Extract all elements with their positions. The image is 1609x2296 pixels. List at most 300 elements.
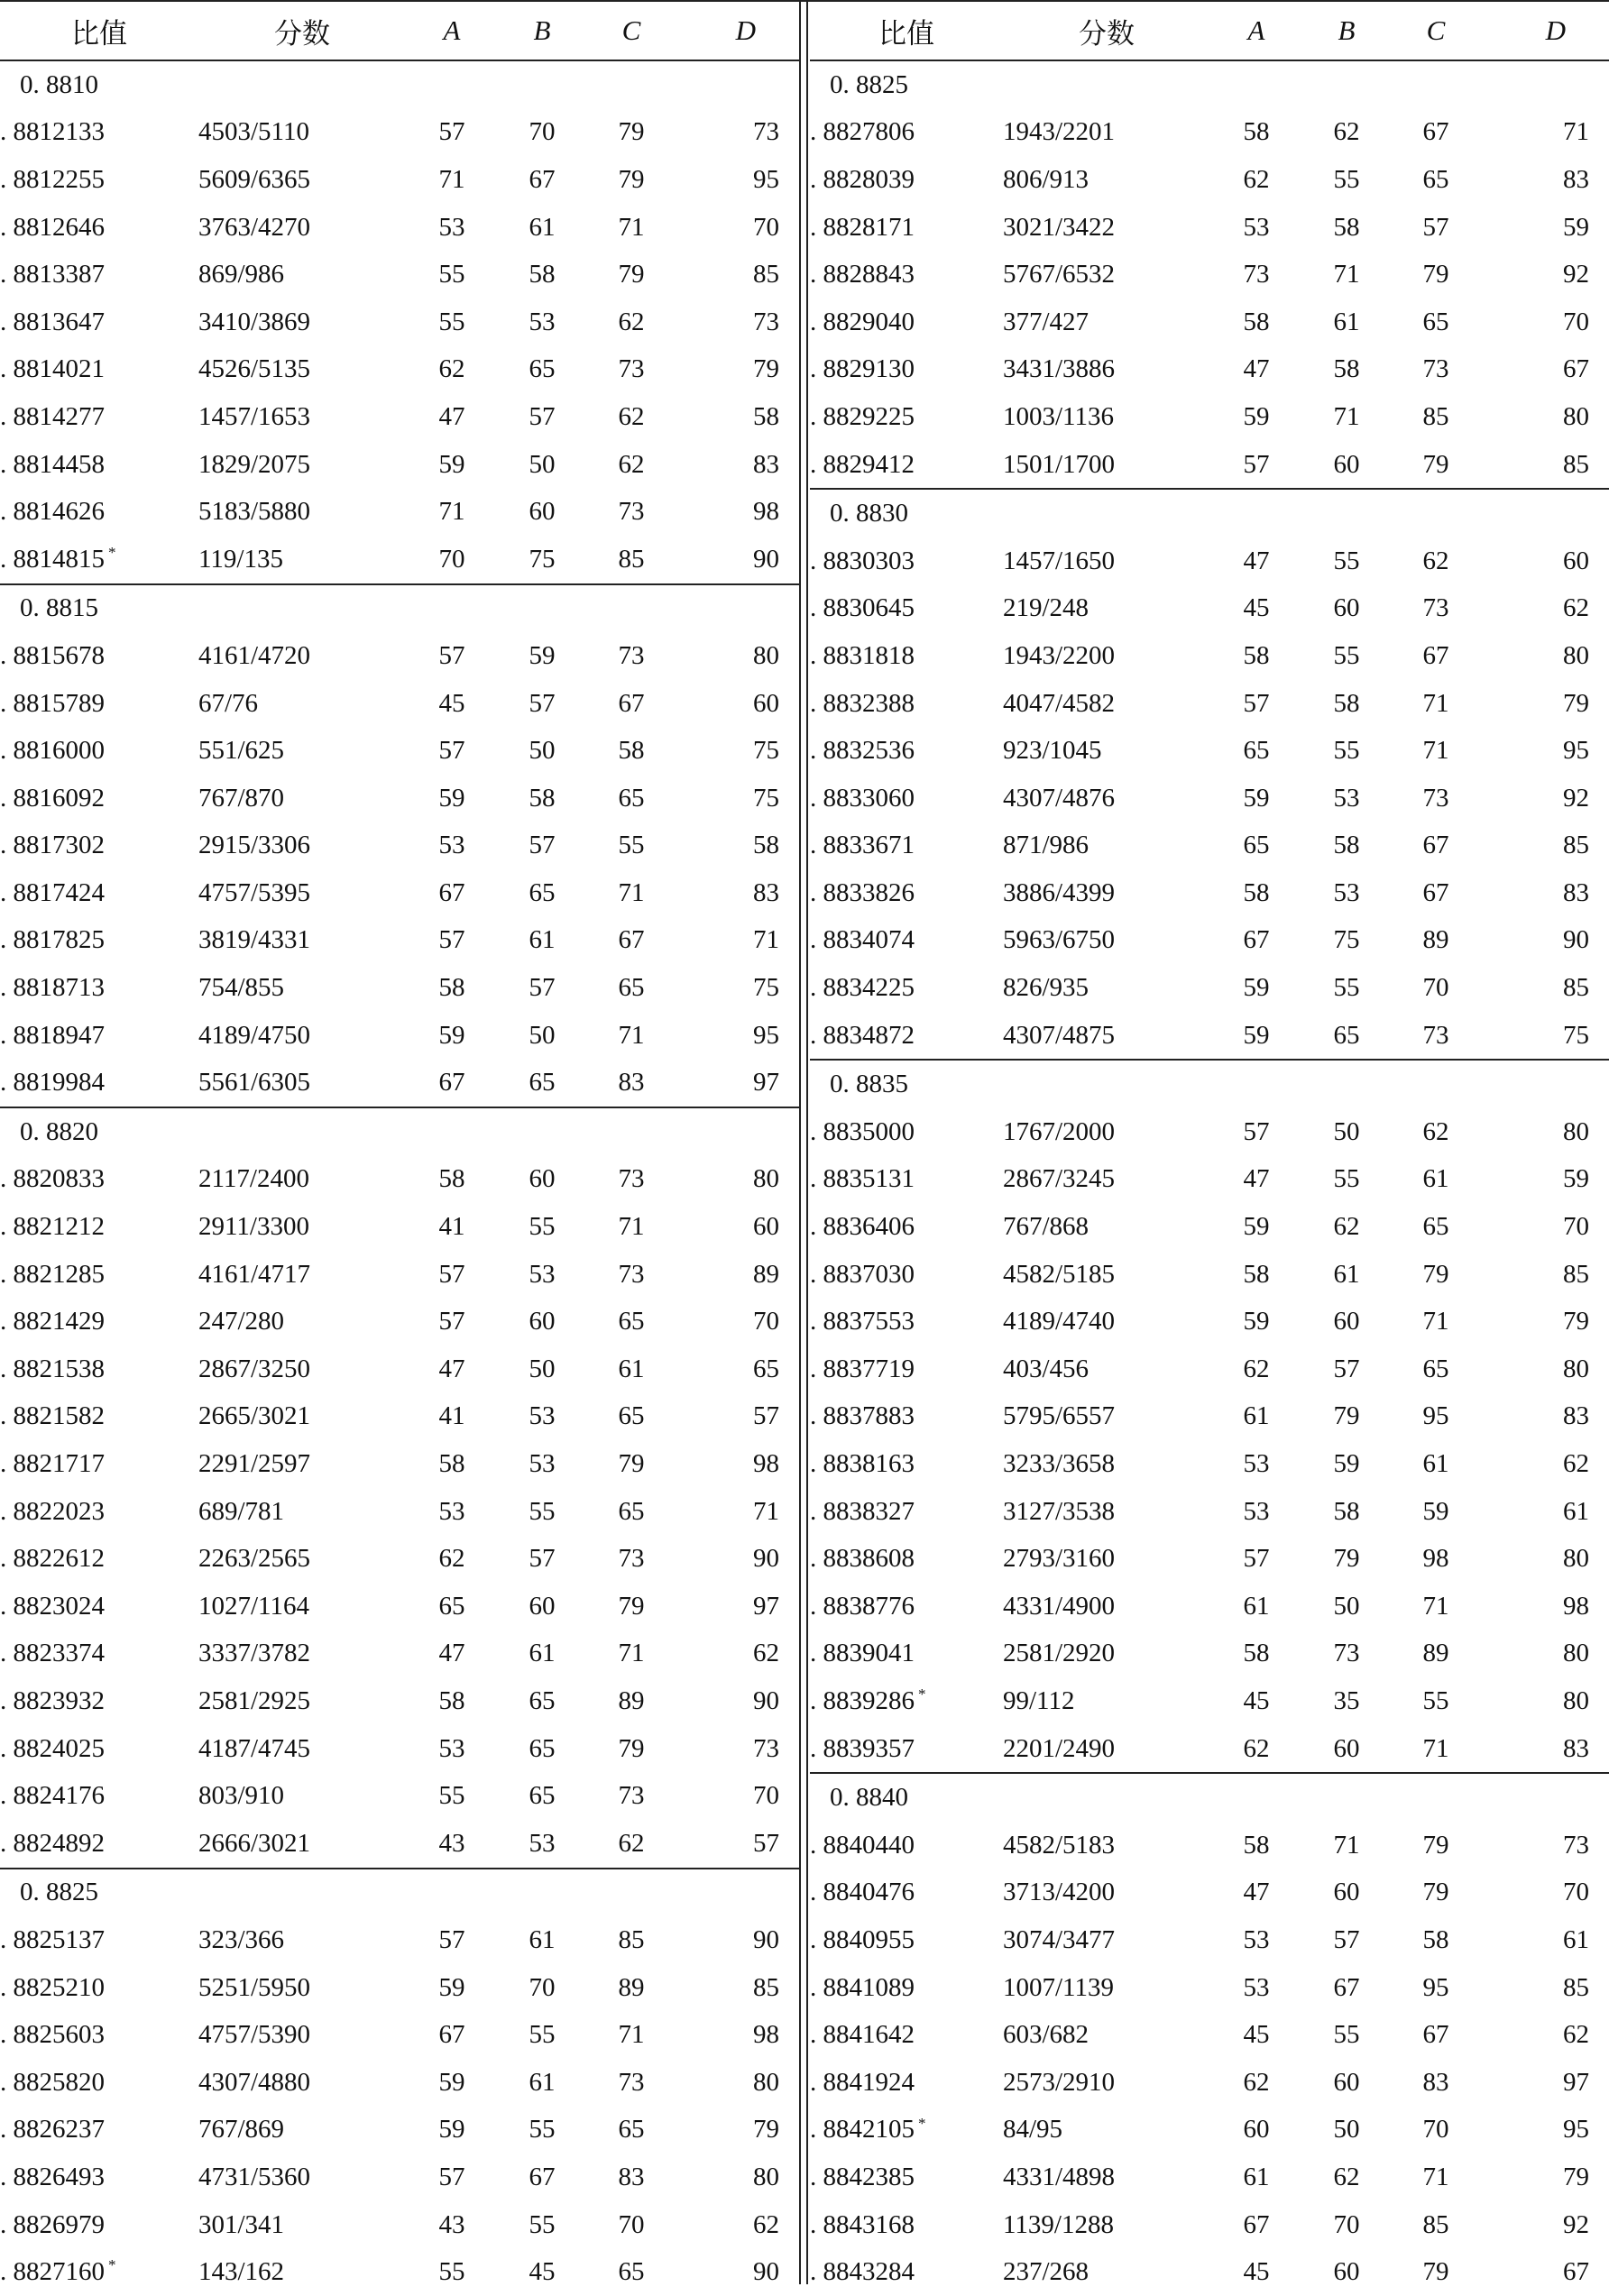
value-c-cell: 83 [618, 2162, 645, 2191]
ratio-value: . 8820833 [0, 1164, 105, 1194]
value-b-cell: 60 [1333, 449, 1360, 479]
value-a-cell: 45 [1243, 1685, 1270, 1715]
group-label: 0. 8825 [0, 1869, 799, 1917]
value-a-cell: 57 [438, 1259, 465, 1289]
ratio-value: . 8838608 [810, 1544, 915, 1574]
value-a-cell: 57 [1243, 449, 1270, 479]
value-b-cell: 65 [1333, 1020, 1360, 1050]
value-c-cell: 73 [618, 2067, 645, 2097]
ratio-cell [810, 1677, 1003, 1725]
value-b-cell: 58 [529, 783, 556, 813]
ratio-cell [810, 869, 1003, 917]
value-d-cell: 62 [753, 2209, 779, 2239]
ratio-cell [0, 917, 198, 965]
value-b-cell: 61 [529, 1639, 556, 1668]
value-c-cell: 62 [618, 1828, 645, 1858]
table-row [810, 393, 1609, 441]
header-fraction: 分数 [1003, 2, 1210, 60]
value-a-cell: 53 [1243, 1449, 1270, 1479]
table-row [810, 1916, 1609, 1964]
value-a-cell: 59 [1243, 1020, 1270, 1050]
table-header-row [0, 2, 799, 60]
value-c-cell: 79 [618, 260, 645, 289]
ratio-value: . 8842385 [810, 2162, 915, 2191]
ratio-value: . 8841089 [810, 1972, 915, 2002]
ratio-cell [0, 1156, 198, 1204]
value-c-cell: 62 [618, 307, 645, 336]
fraction-cell: 4331/4898 [1003, 2162, 1116, 2191]
ratio-cell [810, 2059, 1003, 2107]
value-d-cell: 85 [1563, 973, 1589, 1003]
value-b-cell: 53 [529, 1828, 556, 1858]
group-header-row [0, 1869, 799, 1917]
group-header-row [810, 489, 1609, 537]
fraction-cell: 2915/3306 [198, 831, 311, 860]
value-b-cell: 53 [529, 1449, 556, 1479]
value-a-cell: 57 [438, 736, 465, 766]
ratio-cell [810, 1251, 1003, 1299]
value-b-cell: 59 [529, 640, 556, 670]
table-row [0, 109, 799, 157]
value-b-cell: 50 [1333, 1116, 1360, 1146]
ratio-cell [810, 1916, 1003, 1964]
table-row [0, 536, 799, 584]
fraction-cell: 923/1045 [1003, 736, 1102, 766]
value-a-cell: 45 [1243, 2020, 1270, 2050]
header-fraction: 分数 [198, 2, 406, 60]
value-c-cell: 73 [1422, 1020, 1449, 1050]
group-header-row [810, 60, 1609, 109]
ratio-cell [810, 1203, 1003, 1251]
ratio-value: . 8837719 [810, 1354, 915, 1383]
value-a-cell: 57 [1243, 1544, 1270, 1574]
ratio-cell [810, 251, 1003, 298]
table-row [810, 1012, 1609, 1061]
ratio-value: . 8812646 [0, 212, 105, 242]
value-a-cell: 59 [1243, 1307, 1270, 1336]
value-d-cell: 73 [753, 1733, 779, 1763]
ratio-value: . 8818947 [0, 1020, 105, 1050]
value-d-cell: 62 [1563, 593, 1589, 623]
table-row [0, 775, 799, 822]
fraction-cell: 4187/4745 [198, 1733, 311, 1763]
value-a-cell: 47 [438, 401, 465, 431]
table-row [810, 1535, 1609, 1583]
value-c-cell: 62 [618, 449, 645, 479]
ratio-cell [810, 632, 1003, 680]
value-a-cell: 61 [1243, 1591, 1270, 1621]
table-row [0, 1964, 799, 2012]
table-row [810, 1822, 1609, 1869]
value-a-cell: 61 [1243, 1401, 1270, 1431]
value-a-cell: 62 [438, 1544, 465, 1574]
fraction-cell: 603/682 [1003, 2020, 1090, 2050]
value-d-cell: 85 [1563, 1972, 1589, 2002]
value-b-cell: 57 [529, 1544, 556, 1574]
table-row [0, 1916, 799, 1964]
value-d-cell: 98 [753, 1449, 779, 1479]
value-d-cell: 61 [1563, 1496, 1589, 1526]
table-row [0, 1298, 799, 1345]
value-d-cell: 71 [1563, 117, 1589, 147]
fraction-cell: 99/112 [1003, 1685, 1075, 1715]
value-d-cell: 73 [1563, 1830, 1589, 1860]
header-c: C [586, 2, 676, 60]
value-c-cell: 79 [618, 1591, 645, 1621]
fraction-cell: 1457/1650 [1003, 546, 1116, 575]
fraction-cell: 2573/2910 [1003, 2067, 1116, 2097]
value-b-cell: 60 [529, 497, 556, 527]
ratio-cell [810, 680, 1003, 728]
value-c-cell: 61 [1422, 1449, 1449, 1479]
table-row [0, 2248, 799, 2296]
value-d-cell: 98 [753, 2020, 779, 2050]
value-b-cell: 55 [1333, 973, 1360, 1003]
value-a-cell: 57 [438, 2162, 465, 2191]
table-row [810, 964, 1609, 1012]
value-b-cell: 35 [1333, 1685, 1360, 1715]
value-b-cell: 65 [529, 1733, 556, 1763]
value-c-cell: 79 [1422, 449, 1449, 479]
fraction-cell: 1027/1164 [198, 1591, 309, 1621]
left-table-body [0, 60, 799, 2296]
value-b-cell: 55 [1333, 640, 1360, 670]
value-b-cell: 57 [529, 688, 556, 718]
header-ratio: 比值 [0, 2, 198, 60]
value-a-cell: 59 [438, 1972, 465, 2002]
header-a: A [1210, 2, 1302, 60]
ratio-value: . 8831818 [810, 640, 915, 670]
table-row [0, 917, 799, 965]
value-a-cell: 67 [438, 877, 465, 907]
table-row [810, 1251, 1609, 1299]
ratio-value: . 8822023 [0, 1496, 105, 1526]
value-d-cell: 73 [753, 307, 779, 336]
ratio-cell [0, 393, 198, 441]
fraction-cell: 219/248 [1003, 593, 1090, 623]
value-c-cell: 95 [1422, 1972, 1449, 2002]
value-c-cell: 67 [1422, 2020, 1449, 2050]
value-d-cell: 80 [753, 2162, 779, 2191]
value-c-cell: 73 [1422, 354, 1449, 384]
value-a-cell: 57 [438, 1924, 465, 1954]
value-b-cell: 71 [1333, 1830, 1360, 1860]
ratio-cell [0, 1488, 198, 1536]
value-c-cell: 57 [1422, 212, 1449, 242]
ratio-value: . 8818713 [0, 973, 105, 1003]
value-c-cell: 65 [618, 1496, 645, 1526]
fraction-cell: 323/366 [198, 1924, 285, 1954]
ratio-value: . 8821582 [0, 1401, 105, 1431]
ratio-cell [810, 1535, 1003, 1583]
value-a-cell: 47 [1243, 1878, 1270, 1907]
value-d-cell: 83 [753, 877, 779, 907]
ratio-value: . 8814021 [0, 354, 105, 384]
value-c-cell: 73 [618, 1259, 645, 1289]
value-b-cell: 60 [529, 1307, 556, 1336]
fraction-cell: 689/781 [198, 1496, 285, 1526]
value-c-cell: 79 [618, 1449, 645, 1479]
fraction-cell: 2911/3300 [198, 1212, 309, 1242]
value-a-cell: 55 [438, 307, 465, 336]
value-b-cell: 57 [529, 973, 556, 1003]
value-c-cell: 89 [618, 1972, 645, 2002]
value-d-cell: 57 [753, 1401, 779, 1431]
value-b-cell: 58 [1333, 688, 1360, 718]
value-a-cell: 67 [438, 1068, 465, 1097]
table-row [810, 1677, 1609, 1725]
fraction-cell: 5767/6532 [1003, 260, 1116, 289]
value-d-cell: 60 [753, 1212, 779, 1242]
table-row [810, 1298, 1609, 1345]
value-b-cell: 50 [1333, 1591, 1360, 1621]
table-row [0, 346, 799, 394]
value-b-cell: 57 [529, 401, 556, 431]
value-d-cell: 83 [1563, 164, 1589, 194]
value-c-cell: 71 [1422, 1733, 1449, 1763]
value-a-cell: 71 [438, 164, 465, 194]
value-c-cell: 67 [1422, 117, 1449, 147]
ratio-cell [810, 2154, 1003, 2201]
ratio-cell [810, 2107, 1003, 2154]
fraction-cell: 5183/5880 [198, 497, 311, 527]
value-c-cell: 83 [618, 1068, 645, 1097]
ratio-cell [0, 775, 198, 822]
ratio-cell [810, 1298, 1003, 1345]
ratio-cell [0, 1059, 198, 1107]
table-row [0, 964, 799, 1012]
ratio-cell [810, 1869, 1003, 1917]
ratio-value: . 8824892 [0, 1828, 105, 1858]
fraction-cell: 119/135 [198, 544, 283, 574]
value-b-cell: 55 [529, 2020, 556, 2050]
value-b-cell: 60 [1333, 1307, 1360, 1336]
value-a-cell: 47 [438, 1354, 465, 1383]
value-d-cell: 97 [1563, 2067, 1589, 2097]
value-d-cell: 70 [1563, 307, 1589, 336]
ratio-value: . 8827160 [0, 2257, 105, 2287]
fraction-cell: 4161/4720 [198, 640, 311, 670]
fraction-cell: 4526/5135 [198, 354, 311, 384]
table-row [810, 1156, 1609, 1204]
value-d-cell: 79 [1563, 688, 1589, 718]
table-row [0, 2011, 799, 2059]
ratio-value: . 8825820 [0, 2067, 105, 2097]
value-b-cell: 55 [529, 1496, 556, 1526]
value-c-cell: 79 [1422, 2257, 1449, 2287]
value-b-cell: 53 [1333, 783, 1360, 813]
fraction-cell: 826/935 [1003, 973, 1090, 1003]
ratio-value: . 8837030 [810, 1259, 915, 1289]
fraction-cell: 4503/5110 [198, 117, 309, 147]
table-row [810, 1630, 1609, 1678]
ratio-cell [0, 1393, 198, 1441]
ratio-value: . 8834225 [810, 973, 915, 1003]
value-c-cell: 67 [1422, 877, 1449, 907]
table-row [810, 1345, 1609, 1393]
table-row [810, 251, 1609, 298]
value-c-cell: 71 [618, 1020, 645, 1050]
value-d-cell: 98 [753, 497, 779, 527]
value-c-cell: 71 [1422, 1591, 1449, 1621]
ratio-cell [0, 1820, 198, 1869]
table-row [810, 2248, 1609, 2296]
value-c-cell: 85 [618, 544, 645, 574]
ratio-cell [810, 537, 1003, 585]
value-a-cell: 53 [1243, 1496, 1270, 1526]
value-b-cell: 61 [529, 925, 556, 955]
ratio-value: . 8829130 [810, 354, 915, 384]
ratio-cell [0, 1440, 198, 1488]
ratio-cell [0, 1772, 198, 1820]
value-d-cell: 90 [753, 1685, 779, 1715]
value-d-cell: 95 [753, 1020, 779, 1050]
value-b-cell: 50 [529, 449, 556, 479]
value-d-cell: 83 [1563, 1401, 1589, 1431]
value-a-cell: 53 [438, 1496, 465, 1526]
value-d-cell: 71 [753, 925, 779, 955]
value-d-cell: 59 [1563, 1164, 1589, 1194]
value-c-cell: 83 [1422, 2067, 1449, 2097]
value-c-cell: 71 [618, 877, 645, 907]
fraction-cell: 2291/2597 [198, 1449, 311, 1479]
ratio-cell [0, 1345, 198, 1393]
value-b-cell: 55 [529, 2209, 556, 2239]
value-c-cell: 71 [618, 2020, 645, 2050]
value-c-cell: 79 [618, 164, 645, 194]
table-row [810, 298, 1609, 346]
ratio-cell [810, 298, 1003, 346]
value-a-cell: 60 [1243, 2115, 1270, 2144]
value-c-cell: 79 [1422, 1259, 1449, 1289]
value-b-cell: 62 [1333, 1212, 1360, 1242]
group-label: 0. 8810 [20, 69, 98, 99]
fraction-cell: 767/869 [198, 2115, 285, 2144]
fraction-cell: 551/625 [198, 736, 285, 766]
value-b-cell: 62 [1333, 2162, 1360, 2191]
value-b-cell: 61 [529, 1924, 556, 1954]
ratio-value: . 8812133 [0, 117, 105, 147]
group-header-row [0, 60, 799, 109]
value-a-cell: 71 [438, 497, 465, 527]
value-c-cell: 71 [618, 212, 645, 242]
fraction-cell: 3713/4200 [1003, 1878, 1116, 1907]
value-c-cell: 65 [1422, 164, 1449, 194]
table-row [810, 2201, 1609, 2249]
ratio-value: . 8833671 [810, 831, 915, 860]
ratio-value: . 8827806 [810, 117, 915, 147]
table-row [810, 156, 1609, 204]
value-c-cell: 85 [618, 1924, 645, 1954]
value-c-cell: 70 [1422, 2115, 1449, 2144]
ratio-cell [0, 2154, 198, 2201]
value-c-cell: 58 [618, 736, 645, 766]
value-c-cell: 71 [1422, 2162, 1449, 2191]
value-a-cell: 59 [1243, 401, 1270, 431]
value-b-cell: 55 [1333, 736, 1360, 766]
value-d-cell: 59 [1563, 212, 1589, 242]
fraction-cell: 84/95 [1003, 2115, 1063, 2144]
fraction-cell: 3431/3886 [1003, 354, 1116, 384]
ratio-value: . 8834074 [810, 925, 915, 955]
ratio-value: . 8826493 [0, 2162, 105, 2191]
fraction-cell: 4757/5395 [198, 877, 311, 907]
ratio-value: . 8843284 [810, 2257, 915, 2287]
value-d-cell: 95 [753, 164, 779, 194]
value-d-cell: 67 [1563, 354, 1589, 384]
value-d-cell: 71 [753, 1496, 779, 1526]
ratio-value: . 8829225 [810, 401, 915, 431]
table-row [0, 1059, 799, 1107]
value-d-cell: 79 [753, 2115, 779, 2144]
fraction-cell: 143/162 [198, 2257, 285, 2287]
fraction-cell: 5795/6557 [1003, 1401, 1116, 1431]
value-b-cell: 50 [1333, 2115, 1360, 2144]
fraction-cell: 3021/3422 [1003, 212, 1116, 242]
ratio-value: . 8833826 [810, 877, 915, 907]
ratio-cell [0, 2248, 198, 2296]
ratio-cell [0, 1916, 198, 1964]
fraction-cell: 4307/4880 [198, 2067, 311, 2097]
value-a-cell: 59 [438, 1020, 465, 1050]
table-row [810, 1488, 1609, 1536]
value-a-cell: 59 [438, 783, 465, 813]
fraction-cell: 2201/2490 [1003, 1733, 1116, 1763]
value-d-cell: 83 [1563, 1733, 1589, 1763]
value-b-cell: 53 [1333, 877, 1360, 907]
table-row [0, 441, 799, 489]
value-d-cell: 95 [1563, 2115, 1589, 2144]
ratio-cell [0, 109, 198, 157]
value-b-cell: 67 [1333, 1972, 1360, 2002]
table-row [810, 441, 1609, 490]
value-c-cell: 70 [1422, 973, 1449, 1003]
value-c-cell: 67 [618, 688, 645, 718]
table-row [0, 1725, 799, 1773]
value-a-cell: 45 [438, 688, 465, 718]
value-c-cell: 73 [618, 640, 645, 670]
fraction-cell: 5561/6305 [198, 1068, 311, 1097]
table-row [0, 1820, 799, 1869]
value-b-cell: 57 [1333, 1354, 1360, 1383]
ratio-cell [810, 2201, 1003, 2249]
table-row [810, 537, 1609, 585]
fraction-cell: 3233/3658 [1003, 1449, 1116, 1479]
ratio-value: . 8838776 [810, 1591, 915, 1621]
ratio-value: . 8829412 [810, 449, 915, 479]
table-row [810, 1440, 1609, 1488]
value-a-cell: 55 [438, 1781, 465, 1811]
value-d-cell: 75 [753, 736, 779, 766]
ratio-cell [810, 2248, 1003, 2296]
value-a-cell: 58 [1243, 117, 1270, 147]
value-b-cell: 75 [529, 544, 556, 574]
ratio-cell [810, 1156, 1003, 1204]
fraction-cell: 2117/2400 [198, 1164, 309, 1194]
ratio-value: . 8824025 [0, 1733, 105, 1763]
value-a-cell: 58 [1243, 1639, 1270, 1668]
value-a-cell: 59 [438, 2115, 465, 2144]
value-d-cell: 62 [1563, 1449, 1589, 1479]
ratio-cell [0, 488, 198, 536]
value-c-cell: 85 [1422, 2209, 1449, 2239]
group-header-row [0, 1107, 799, 1156]
table-row [0, 2059, 799, 2107]
table-row [0, 1156, 799, 1204]
table-row [810, 727, 1609, 775]
ratio-cell [810, 2011, 1003, 2059]
value-a-cell: 58 [438, 1164, 465, 1194]
